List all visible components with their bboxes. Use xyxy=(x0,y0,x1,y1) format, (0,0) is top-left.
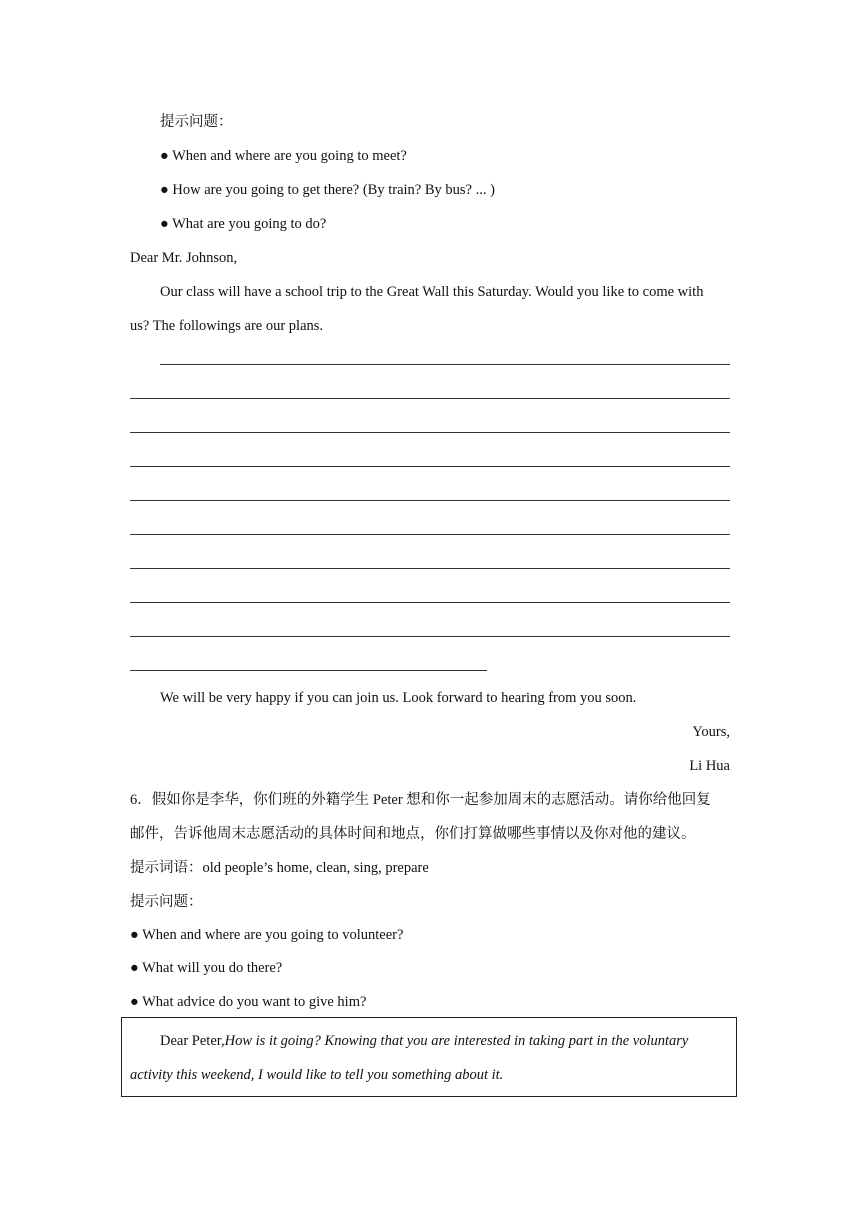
letter-closing-sentence: We will be very happy if you can join us. Look forward to hearing from you soon. xyxy=(160,690,637,706)
letter-salutation: Dear Mr. Johnson, xyxy=(130,250,238,266)
writing-blank-line[interactable] xyxy=(130,636,730,637)
writing-blank-line[interactable] xyxy=(130,670,487,671)
letter-intro-line: Our class will have a school trip to the Great Wall this Saturday. Would you like to come with xyxy=(160,284,704,300)
question-item: ● What advice do you want to give him? xyxy=(130,994,367,1010)
writing-blank-line[interactable] xyxy=(130,534,730,535)
answer-box-line xyxy=(160,1031,688,1051)
writing-blank-line[interactable] xyxy=(130,500,730,501)
writing-blank-line[interactable] xyxy=(130,568,730,569)
box-italic-text: activity this weekend, I would like to tell you something about it. xyxy=(130,1067,504,1083)
question-item: ● What will you do there? xyxy=(130,960,283,976)
question-item: ● When and where are you going to meet? xyxy=(160,148,407,164)
writing-blank-line[interactable] xyxy=(130,398,730,399)
keywords-line: 提示词语：old people’s home, clean, sing, prepare xyxy=(130,860,429,876)
writing-blank-line[interactable] xyxy=(160,364,730,365)
box-salutation: Dear Peter, xyxy=(160,1033,225,1049)
prompt-heading: 提示问题： xyxy=(160,114,233,130)
task-instruction-line: 邮件，告诉他周末志愿活动的具体时间和地点，你们打算做哪些事情以及你对他的建议。 xyxy=(130,826,696,842)
writing-blank-line[interactable] xyxy=(130,432,730,433)
question-item: ● How are you going to get there? (By train? By bus? ... ) xyxy=(160,182,495,198)
letter-signature: Li Hua xyxy=(689,758,730,774)
answer-box-line xyxy=(130,1065,503,1085)
task-instruction-line: 6．假如你是李华，你们班的外籍学生 Peter 想和你一起参加周末的志愿活动。请你给他回复 xyxy=(130,792,711,808)
prompt-heading: 提示问题： xyxy=(130,894,203,910)
letter-intro-line: us? The followings are our plans. xyxy=(130,318,324,334)
question-item: ● When and where are you going to volunteer? xyxy=(130,927,404,943)
question-item: ● What are you going to do? xyxy=(160,216,327,232)
writing-blank-line[interactable] xyxy=(130,602,730,603)
box-italic-text: How is it going? Knowing that you are interested in taking part in the voluntary xyxy=(224,1033,689,1049)
writing-blank-line[interactable] xyxy=(130,466,730,467)
letter-signoff: Yours, xyxy=(692,724,730,740)
answer-box[interactable] xyxy=(121,1017,737,1097)
